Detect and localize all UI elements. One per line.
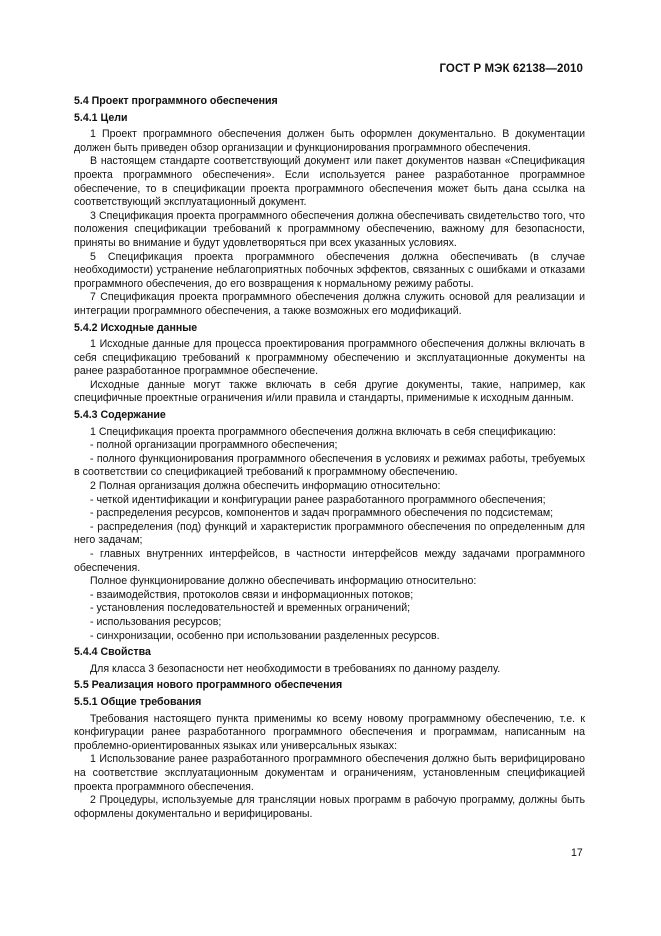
list-item: - главных внутренних интерфейсов, в частности интерфейсов между задачами программного обеспечения.: [74, 548, 585, 574]
subsection-heading: 5.4.1 Цели: [74, 111, 128, 124]
paragraph: 1 Проект программного обеспечения должен быть оформлен документально. В документации должен быть приведен обзор организации и функционирования программного обеспечения.: [74, 128, 585, 154]
subsection-heading: 5.5.1 Общие требования: [74, 695, 202, 708]
list-item: - полного функционирования программного обеспечения в условиях и режимах работы, требуемых в соответствии со спецификацией требований к программному обеспечению.: [74, 452, 585, 479]
paragraph: 2 Процедуры, используемые для трансляции новых программ в рабочую программу, должны быть оформлены документально и верифицированы.: [74, 794, 585, 820]
list-item: - полной организации программного обеспечения;: [90, 439, 338, 452]
standard-header: ГОСТ Р МЭК 62138—2010: [439, 63, 583, 75]
list-item: - синхронизации, особенно при использовании разделенных ресурсов.: [90, 629, 440, 642]
paragraph: Полное функционирование должно обеспечивать информацию относительно:: [90, 575, 477, 588]
subsection-heading: 5.4.2 Исходные данные: [74, 321, 198, 334]
paragraph: 1 Исходные данные для процесса проектирования программного обеспечения должны включать в себя спецификацию требований к программному обеспечению и эксплуатационные документы на ранее разработанное программное обеспечение.: [74, 338, 585, 378]
paragraph: Для класса 3 безопасности нет необходимости в требованиях по данному разделу.: [90, 662, 501, 675]
paragraph: 7 Спецификация проекта программного обеспечения должна служить основой для реализации и интеграции программного обеспечения, а также возможных его модификаций.: [74, 291, 585, 317]
paragraph: Требования настоящего пункта применимы ко всему новому программному обеспечению, т.е. к конфигурации ранее разработанного программного обеспечения и программам, написанным на проблемно-ориентированных языках или универсальных языках:: [74, 712, 585, 752]
paragraph: 1 Спецификация проекта программного обеспечения должна включать в себя спецификацию:: [90, 425, 556, 438]
list-item: - взаимодействия, протоколов связи и информационных потоков;: [90, 588, 414, 601]
subsection-heading: 5.4.4 Свойства: [74, 646, 151, 659]
list-item: - использования ресурсов;: [90, 615, 222, 628]
paragraph: 3 Спецификация проекта программного обеспечения должна обеспечивать свидетельство того, что положения спецификации требований к программному обеспечению, важному для безопасности, приняты во внимание и будут удовлетворяться при всех указанных условиях.: [74, 209, 585, 249]
list-item: - установления последовательностей и временных ограничений;: [90, 602, 411, 615]
page-number: 17: [571, 847, 583, 859]
paragraph: 1 Использование ранее разработанного программного обеспечения должно быть верифицировано на соответствие эксплуатационным документам и ограничениям, установленным спецификацией проекта программного обеспечения.: [74, 753, 585, 793]
section-heading: 5.5 Реализация нового программного обеспечения: [74, 679, 343, 692]
paragraph: 2 Полная организация должна обеспечить информацию относительно:: [90, 480, 441, 493]
list-item: - распределения (под) функций и характеристик программного обеспечения по определенным для него задачам;: [74, 520, 585, 547]
paragraph: Исходные данные могут также включать в себя другие документы, такие, например, как специфичные проектные ограничения и/или правила и стандарты, применимые к исходным данным.: [74, 378, 585, 405]
subsection-heading: 5.4.3 Содержание: [74, 409, 166, 422]
list-item: - четкой идентификации и конфигурации ранее разработанного программного обеспечения;: [90, 493, 546, 506]
paragraph: 5 Спецификация проекта программного обеспечения должна обеспечивать (в случае необходимости) устранение неблагоприятных побочных эффектов, связанных с ошибками и отказами программного обеспечения, до его возвращения к нормальному режиму работы.: [74, 250, 585, 290]
document-body: [74, 92, 585, 821]
list-item: - распределения ресурсов, компонентов и задач программного обеспечения по подсистемам;: [90, 507, 554, 520]
section-heading: 5.4 Проект программного обеспечения: [74, 95, 278, 107]
paragraph: В настоящем стандарте соответствующий документ или пакет документов назван «Спецификация проекта программного обеспечения». Если используется ранее разработанное программное обеспечение, то в спецификации проекта программного обеспечения может быть дана ссылка на соответствующий эксплуатационный документ.: [74, 155, 585, 209]
